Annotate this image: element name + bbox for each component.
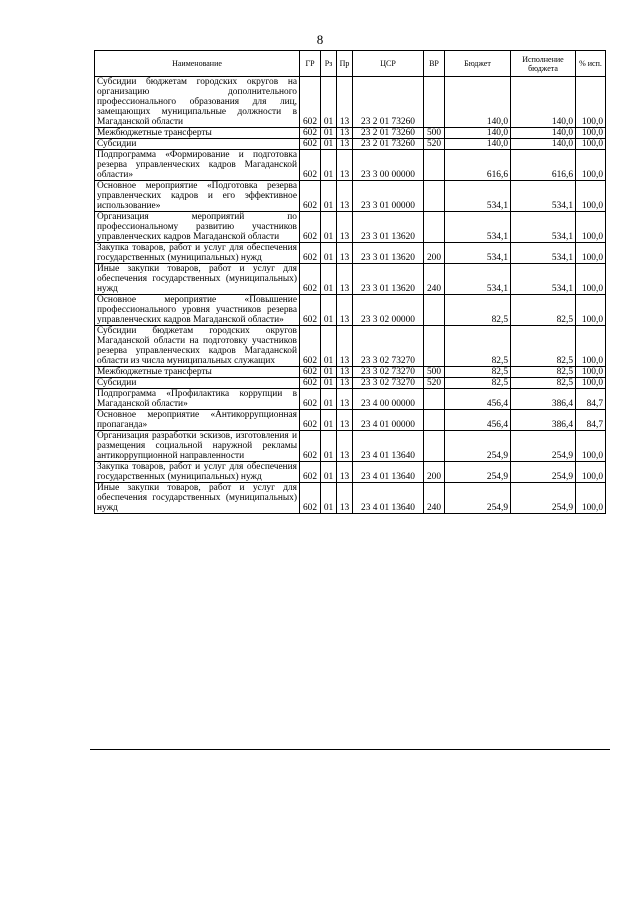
cell-percent: 100,0 [576, 431, 606, 462]
cell-execution: 386,4 [511, 389, 576, 410]
cell-csr: 23 3 02 73270 [353, 326, 424, 367]
cell-rz: 01 [321, 462, 337, 483]
cell-vr: 520 [424, 378, 445, 389]
cell-gr: 602 [300, 181, 321, 212]
cell-csr: 23 4 01 13640 [353, 462, 424, 483]
cell-pr: 13 [337, 128, 353, 139]
header-vr: ВР [424, 51, 445, 77]
cell-vr: 240 [424, 483, 445, 514]
cell-gr: 602 [300, 243, 321, 264]
table-row [95, 212, 606, 243]
table-row [95, 243, 606, 264]
cell-csr: 23 3 02 73270 [353, 378, 424, 389]
cell-csr: 23 2 01 73260 [353, 139, 424, 150]
cell-percent: 100,0 [576, 212, 606, 243]
cell-pr: 13 [337, 462, 353, 483]
cell-vr: 520 [424, 139, 445, 150]
cell-csr: 23 4 01 13640 [353, 483, 424, 514]
cell-execution: 140,0 [511, 77, 576, 128]
header-rz: Рз [321, 51, 337, 77]
cell-gr: 602 [300, 264, 321, 295]
cell-percent: 100,0 [576, 367, 606, 378]
cell-vr [424, 150, 445, 181]
cell-vr [424, 295, 445, 326]
cell-rz: 01 [321, 326, 337, 367]
cell-pr: 13 [337, 389, 353, 410]
cell-name: Подпрограмма «Профилактика коррупции в Магаданской области» [95, 389, 300, 410]
cell-percent: 100,0 [576, 77, 606, 128]
cell-rz: 01 [321, 367, 337, 378]
cell-percent: 100,0 [576, 462, 606, 483]
cell-percent: 100,0 [576, 295, 606, 326]
cell-execution: 534,1 [511, 212, 576, 243]
cell-percent: 100,0 [576, 326, 606, 367]
table-row [95, 483, 606, 514]
cell-budget: 534,1 [445, 181, 511, 212]
cell-gr: 602 [300, 77, 321, 128]
cell-budget: 534,1 [445, 264, 511, 295]
header-execution: Исполнение бюджета [511, 51, 576, 77]
cell-gr: 602 [300, 212, 321, 243]
table-row [95, 77, 606, 128]
table-row [95, 295, 606, 326]
cell-name: Закупка товаров, работ и услуг для обеспечения государственных (муниципальных) нужд [95, 243, 300, 264]
table-row [95, 462, 606, 483]
cell-gr: 602 [300, 367, 321, 378]
cell-pr: 13 [337, 264, 353, 295]
cell-rz: 01 [321, 150, 337, 181]
cell-gr: 602 [300, 483, 321, 514]
cell-csr: 23 3 02 73270 [353, 367, 424, 378]
cell-csr: 23 3 01 00000 [353, 181, 424, 212]
cell-budget: 82,5 [445, 378, 511, 389]
cell-vr: 500 [424, 128, 445, 139]
cell-pr: 13 [337, 326, 353, 367]
cell-gr: 602 [300, 462, 321, 483]
cell-pr: 13 [337, 378, 353, 389]
header-percent: % исп. [576, 51, 606, 77]
cell-rz: 01 [321, 128, 337, 139]
cell-rz: 01 [321, 264, 337, 295]
cell-percent: 100,0 [576, 264, 606, 295]
cell-csr: 23 4 01 13640 [353, 431, 424, 462]
table-row [95, 128, 606, 139]
cell-execution: 140,0 [511, 128, 576, 139]
cell-budget: 456,4 [445, 389, 511, 410]
cell-name: Основное мероприятие «Антикоррупционная пропаганда» [95, 410, 300, 431]
cell-vr [424, 431, 445, 462]
cell-pr: 13 [337, 295, 353, 326]
cell-csr: 23 2 01 73260 [353, 128, 424, 139]
table-row [95, 410, 606, 431]
cell-execution: 534,1 [511, 264, 576, 295]
cell-csr: 23 4 00 00000 [353, 389, 424, 410]
cell-execution: 254,9 [511, 483, 576, 514]
cell-name: Организация мероприятий по профессиональному развитию участников управленческих кадров Магаданской области [95, 212, 300, 243]
cell-rz: 01 [321, 295, 337, 326]
cell-budget: 456,4 [445, 410, 511, 431]
cell-vr: 200 [424, 462, 445, 483]
header-csr: ЦСР [353, 51, 424, 77]
cell-execution: 254,9 [511, 462, 576, 483]
cell-budget: 254,9 [445, 483, 511, 514]
cell-execution: 82,5 [511, 326, 576, 367]
cell-pr: 13 [337, 77, 353, 128]
cell-rz: 01 [321, 139, 337, 150]
table-header-row [95, 51, 606, 77]
cell-pr: 13 [337, 483, 353, 514]
cell-vr [424, 77, 445, 128]
cell-pr: 13 [337, 243, 353, 264]
cell-gr: 602 [300, 295, 321, 326]
cell-percent: 84,7 [576, 410, 606, 431]
table-row [95, 181, 606, 212]
cell-budget: 82,5 [445, 367, 511, 378]
cell-execution: 534,1 [511, 181, 576, 212]
cell-rz: 01 [321, 243, 337, 264]
cell-name: Субсидии бюджетам городских округов на организацию дополнительного профессионального образования для лиц, замещающих муниципальные должности в Магаданской области [95, 77, 300, 128]
cell-rz: 01 [321, 77, 337, 128]
cell-name: Межбюджетные трансферты [95, 367, 300, 378]
cell-csr: 23 3 01 13620 [353, 264, 424, 295]
cell-pr: 13 [337, 410, 353, 431]
cell-budget: 140,0 [445, 128, 511, 139]
cell-name: Межбюджетные трансферты [95, 128, 300, 139]
budget-table [94, 50, 606, 514]
cell-percent: 100,0 [576, 181, 606, 212]
cell-rz: 01 [321, 378, 337, 389]
cell-gr: 602 [300, 389, 321, 410]
cell-percent: 100,0 [576, 378, 606, 389]
cell-budget: 140,0 [445, 139, 511, 150]
cell-execution: 254,9 [511, 431, 576, 462]
cell-gr: 602 [300, 128, 321, 139]
cell-rz: 01 [321, 410, 337, 431]
cell-pr: 13 [337, 431, 353, 462]
cell-percent: 100,0 [576, 128, 606, 139]
cell-name: Субсидии [95, 378, 300, 389]
cell-gr: 602 [300, 378, 321, 389]
cell-csr: 23 3 00 00000 [353, 150, 424, 181]
cell-vr: 500 [424, 367, 445, 378]
header-gr: ГР [300, 51, 321, 77]
cell-vr [424, 410, 445, 431]
cell-pr: 13 [337, 181, 353, 212]
cell-name: Субсидии бюджетам городских округов Магаданской области на подготовку участников резерва управленческих кадров Магаданской области из числа муниципальных служащих [95, 326, 300, 367]
cell-csr: 23 4 01 00000 [353, 410, 424, 431]
table-body [95, 77, 606, 514]
cell-name: Основное мероприятие «Подготовка резерва управленческих кадров и его эффективное использование» [95, 181, 300, 212]
cell-vr: 240 [424, 264, 445, 295]
cell-name: Закупка товаров, работ и услуг для обеспечения государственных (муниципальных) нужд [95, 462, 300, 483]
cell-pr: 13 [337, 212, 353, 243]
cell-rz: 01 [321, 389, 337, 410]
cell-gr: 602 [300, 410, 321, 431]
cell-budget: 82,5 [445, 326, 511, 367]
cell-budget: 534,1 [445, 212, 511, 243]
cell-vr [424, 389, 445, 410]
cell-percent: 84,7 [576, 389, 606, 410]
cell-percent: 100,0 [576, 483, 606, 514]
cell-name: Основное мероприятие «Повышение профессионального уровня участников резерва управленческих кадров Магаданской области» [95, 295, 300, 326]
cell-percent: 100,0 [576, 139, 606, 150]
cell-budget: 616,6 [445, 150, 511, 181]
cell-execution: 534,1 [511, 243, 576, 264]
table-row [95, 389, 606, 410]
cell-execution: 616,6 [511, 150, 576, 181]
cell-csr: 23 2 01 73260 [353, 77, 424, 128]
cell-vr: 200 [424, 243, 445, 264]
table-row [95, 326, 606, 367]
table-row [95, 431, 606, 462]
cell-budget: 534,1 [445, 243, 511, 264]
cell-gr: 602 [300, 139, 321, 150]
cell-name: Организация разработки эскизов, изготовления и размещения социальной наружной рекламы антикоррупционной направленности [95, 431, 300, 462]
cell-vr [424, 326, 445, 367]
cell-name: Иные закупки товаров, работ и услуг для обеспечения государственных (муниципальных) нужд [95, 264, 300, 295]
cell-budget: 254,9 [445, 462, 511, 483]
cell-rz: 01 [321, 483, 337, 514]
header-budget: Бюджет [445, 51, 511, 77]
cell-csr: 23 3 01 13620 [353, 243, 424, 264]
cell-name: Субсидии [95, 139, 300, 150]
cell-execution: 386,4 [511, 410, 576, 431]
cell-rz: 01 [321, 212, 337, 243]
cell-gr: 602 [300, 431, 321, 462]
table-row [95, 139, 606, 150]
header-pr: Пр [337, 51, 353, 77]
cell-vr [424, 181, 445, 212]
cell-budget: 254,9 [445, 431, 511, 462]
table-row [95, 378, 606, 389]
cell-csr: 23 3 02 00000 [353, 295, 424, 326]
cell-pr: 13 [337, 150, 353, 181]
cell-vr [424, 212, 445, 243]
cell-rz: 01 [321, 181, 337, 212]
cell-csr: 23 3 01 13620 [353, 212, 424, 243]
cell-budget: 140,0 [445, 77, 511, 128]
table-row [95, 264, 606, 295]
table-row [95, 150, 606, 181]
cell-percent: 100,0 [576, 150, 606, 181]
cell-pr: 13 [337, 367, 353, 378]
header-name: Наименование [95, 51, 300, 77]
cell-percent: 100,0 [576, 243, 606, 264]
cell-name: Иные закупки товаров, работ и услуг для обеспечения государственных (муниципальных) нужд [95, 483, 300, 514]
cell-execution: 140,0 [511, 139, 576, 150]
horizontal-rule [90, 749, 610, 750]
cell-name: Подпрограмма «Формирование и подготовка резерва управленческих кадров Магаданской области» [95, 150, 300, 181]
cell-pr: 13 [337, 139, 353, 150]
cell-execution: 82,5 [511, 367, 576, 378]
cell-rz: 01 [321, 431, 337, 462]
cell-gr: 602 [300, 150, 321, 181]
page-number: 8 [316, 32, 324, 47]
cell-budget: 82,5 [445, 295, 511, 326]
table-row [95, 367, 606, 378]
cell-execution: 82,5 [511, 378, 576, 389]
cell-gr: 602 [300, 326, 321, 367]
cell-execution: 82,5 [511, 295, 576, 326]
